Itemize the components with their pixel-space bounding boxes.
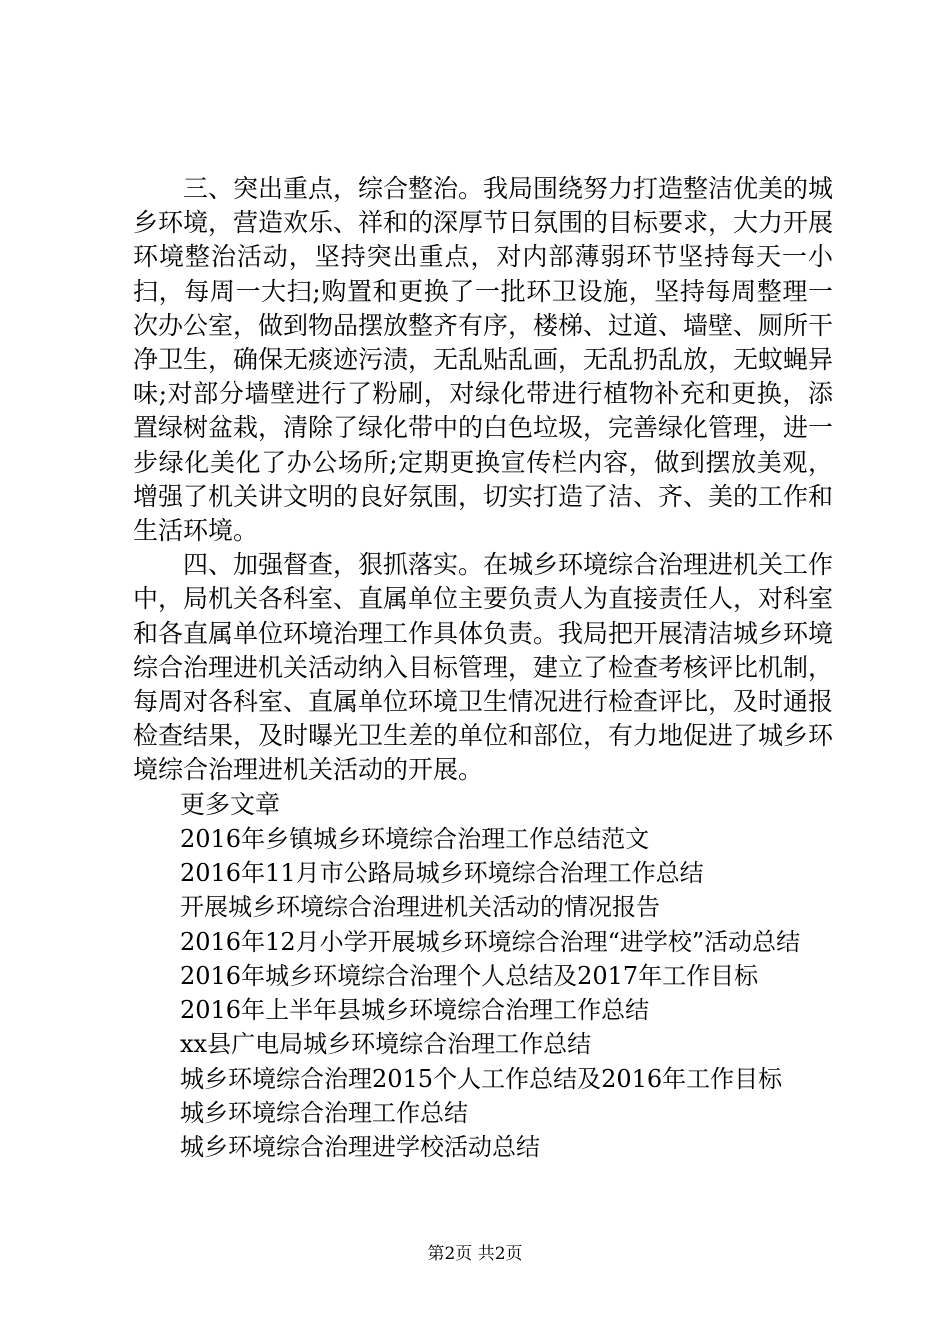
- more-articles-list: [133, 822, 833, 1165]
- paragraph-section-four: 四、加强督查，狠抓落实。在城乡环境综合治理进机关工作中，局机关各科室、直属单位主要负责人为直接责任人，对科室和各直属单位环境治理工作具体负责。我局把开展清洁城乡环境综合治理进机关活动纳入目标管理，建立了检查考核评比机制，每周对各科室、直属单位环境卫生情况进行检查评比，及时通报检查结果，及时曝光卫生差的单位和部位，有力地促进了城乡环境综合治理进机关活动的开展。: [133, 550, 834, 785]
- article-link[interactable]: 2016年上半年县城乡环境综合治理工作总结: [180, 996, 650, 1025]
- more-articles-heading: 更多文章: [180, 789, 281, 819]
- article-link[interactable]: 开展城乡环境综合治理进机关活动的情况报告: [180, 893, 660, 922]
- article-link[interactable]: 2016年城乡环境综合治理个人总结及2017年工作目标: [180, 961, 759, 990]
- article-link[interactable]: 2016年乡镇城乡环境综合治理工作总结范文: [180, 824, 650, 853]
- article-link[interactable]: xx县广电局城乡环境综合治理工作总结: [180, 1030, 592, 1059]
- article-link[interactable]: 2016年12月小学开展城乡环境综合治理“进学校”活动总结: [180, 927, 801, 956]
- document-body: [133, 172, 833, 1165]
- article-link[interactable]: 2016年11月市公路局城乡环境综合治理工作总结: [180, 858, 704, 887]
- article-link[interactable]: 城乡环境综合治理2015个人工作总结及2016年工作目标: [180, 1064, 783, 1093]
- page-footer: 第2页 共2页: [427, 1244, 523, 1264]
- paragraph-section-three: 三、突出重点，综合整治。我局围绕努力打造整洁优美的城乡环境，营造欢乐、祥和的深厚节日氛围的目标要求，大力开展环境整治活动，坚持突出重点，对内部薄弱环节坚持每天一小扫，每周一大扫;购置和更换了一批环卫设施，坚持每周整理一次办公室，做到物品摆放整齐有序，楼梯、过道、墙壁、厕所干净卫生，确保无痰迹污渍，无乱贴乱画，无乱扔乱放，无蚊蝇异味;对部分墙壁进行了粉刷，对绿化带进行植物补充和更换，添置绿树盆栽，清除了绿化带中的白色垃圾，完善绿化管理，进一步绿化美化了办公场所;定期更换宣传栏内容，做到摆放美观，增强了机关讲文明的良好氛围，切实打造了洁、齐、美的工作和生活环境。: [133, 174, 834, 546]
- article-link[interactable]: 城乡环境综合治理进学校活动总结: [180, 1133, 540, 1162]
- article-link[interactable]: 城乡环境综合治理工作总结: [180, 1099, 468, 1128]
